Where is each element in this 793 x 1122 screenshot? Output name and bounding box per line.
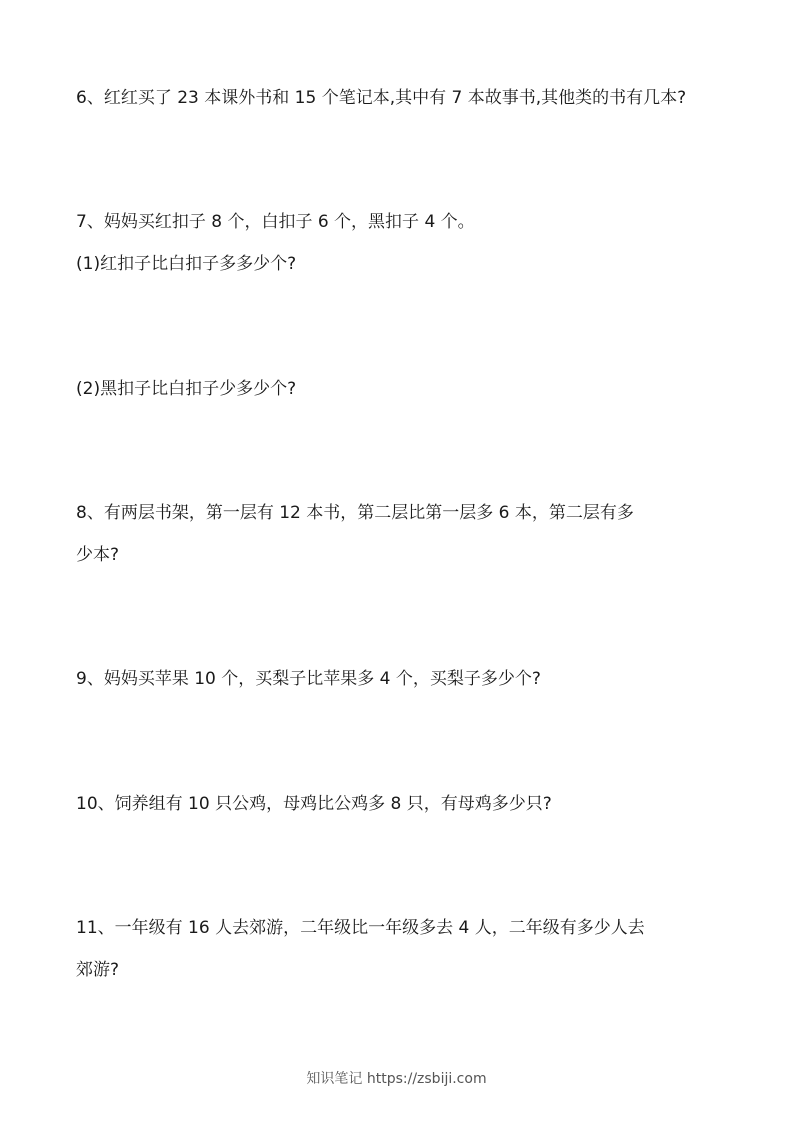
question-9: 9、妈妈买苹果 10 个，买梨子比苹果多 4 个，买梨子多少个? <box>76 669 541 689</box>
footer-watermark: 知识笔记 https://zsbiji.com <box>306 1071 487 1087</box>
question-7: 7、妈妈买红扣子 8 个，白扣子 6 个，黑扣子 4 个。 <box>76 212 475 232</box>
question-8-line-1: 8、有两层书架，第一层有 12 本书，第二层比第一层多 6 本，第二层有多 <box>76 503 634 523</box>
question-7-part-2: (2)黑扣子比白扣子少多少个? <box>76 379 297 399</box>
question-8-line-2: 少本? <box>76 545 120 565</box>
question-7-part-1: (1)红扣子比白扣子多多少个? <box>76 254 297 274</box>
question-11-line-2: 郊游? <box>76 960 120 980</box>
question-6: 6、红红买了 23 本课外书和 15 个笔记本,其中有 7 本故事书,其他类的书有几本? <box>76 88 687 108</box>
question-10: 10、饲养组有 10 只公鸡，母鸡比公鸡多 8 只，有母鸡多少只? <box>76 794 552 814</box>
question-11-line-1: 11、一年级有 16 人去郊游，二年级比一年级多去 4 人，二年级有多少人去 <box>76 918 645 938</box>
